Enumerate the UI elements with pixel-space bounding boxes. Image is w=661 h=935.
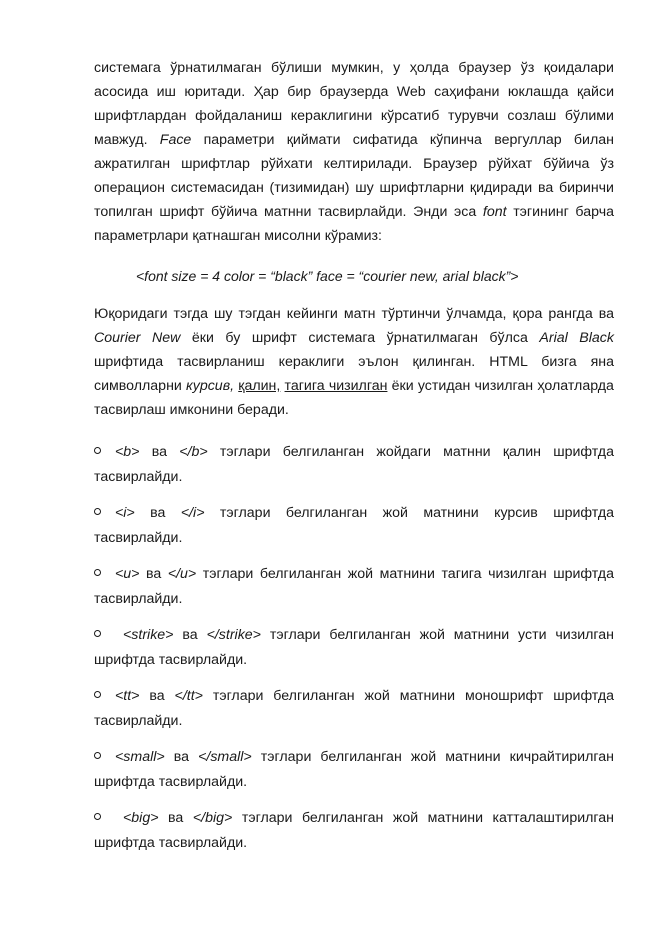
bullet-icon: [94, 569, 101, 576]
font-keyword: font: [482, 204, 507, 220]
list-item: <tt> ва </tt> тэглари белгиланган жой матнини моношрифт шрифтда тасвирлайди.: [94, 688, 614, 729]
explanation-text-3: шрифтида тасвирланиш кераклиги эълон қилинган. HTML бизга яна символларни: [94, 354, 614, 394]
intro-text-3: тэгининг барча параметрлари қатнашган мисолни кўрамиз:: [94, 204, 614, 244]
document-page: [94, 56, 614, 867]
bullet-icon: [94, 813, 101, 820]
bullet-icon: [94, 630, 101, 637]
paragraph-intro: [94, 56, 614, 248]
explanation-text-2: ёки бу шрифт системага ўрнатилмаган бўлса: [191, 330, 528, 346]
code-example: <font size = 4 color = “black” face = “courier new, arial black”>: [136, 268, 519, 284]
bullet-icon: [94, 447, 101, 454]
explanation-text-1: Юқоридаги тэгда шу тэгдан кейинги матн тўртинчи ўлчамда, қора рангда ва: [94, 306, 614, 322]
list-item: <big> ва </big> тэглари белгиланган жой матнини катталаштирилган шрифтда тасвирлайди.: [94, 810, 614, 851]
bullet-icon: [94, 691, 101, 698]
intro-text-1: системага ўрнатилмаган бўлиши мумкин, у ҳолда браузер ўз қоидалари асосида иш юритади. Ҳар бир браузерда Web саҳифани юклашда қайси шрифтлардан фойдаланиш кераклигини кўрсатиб турувчи созлаш бўлими мавжуд.: [94, 60, 614, 148]
explanation-text-4: ёки устидан чизилган ҳолатларда тасвирлаш имконини беради.: [94, 378, 614, 418]
list-item: <strike> ва </strike> тэглари белгиланган жой матнини усти чизилган шрифтда тасвирлайди.: [94, 627, 615, 668]
underline-example: тагига чизилган: [284, 378, 388, 394]
list-item: <b> ва </b> тэглари белгиланган жойдаги матнни қалин шрифтда тасвирлайди.: [94, 444, 614, 485]
italic-example: курсив,: [186, 378, 235, 394]
bullet-icon: [94, 508, 101, 515]
list-item: <u> ва </u> тэглари белгиланган жой матнини тагига чизилган шрифтда тасвирлайди.: [94, 566, 614, 607]
tag-bullet-list: [94, 440, 614, 855]
list-item: <i> ва </i> тэглари белгиланган жой матнини курсив шрифтда тасвирлайди.: [94, 505, 614, 546]
courier-font-name: Courier New: [94, 330, 181, 346]
list-item: <small> ва </small> тэглари белгиланган жой матнини кичрайтирилган шрифтда тасвирлайди.: [94, 749, 614, 790]
bullet-icon: [94, 752, 101, 759]
bold-example: қалин,: [238, 378, 281, 394]
paragraph-explanation: [94, 302, 614, 422]
arial-font-name: Arial Black: [539, 330, 614, 346]
intro-text-2: параметри қиймати сифатида кўпинча вергуллар билан ажратилган шрифтлар рўйхати келтирилади. Браузер рўйхат бўйича ўз операцион системасидан (тизимидан) шу шрифтларни қидиради ва биринчи топилган шрифт бўйича матнни тасвирлайди. Энди эса: [94, 132, 614, 220]
face-keyword: Face: [159, 132, 192, 148]
